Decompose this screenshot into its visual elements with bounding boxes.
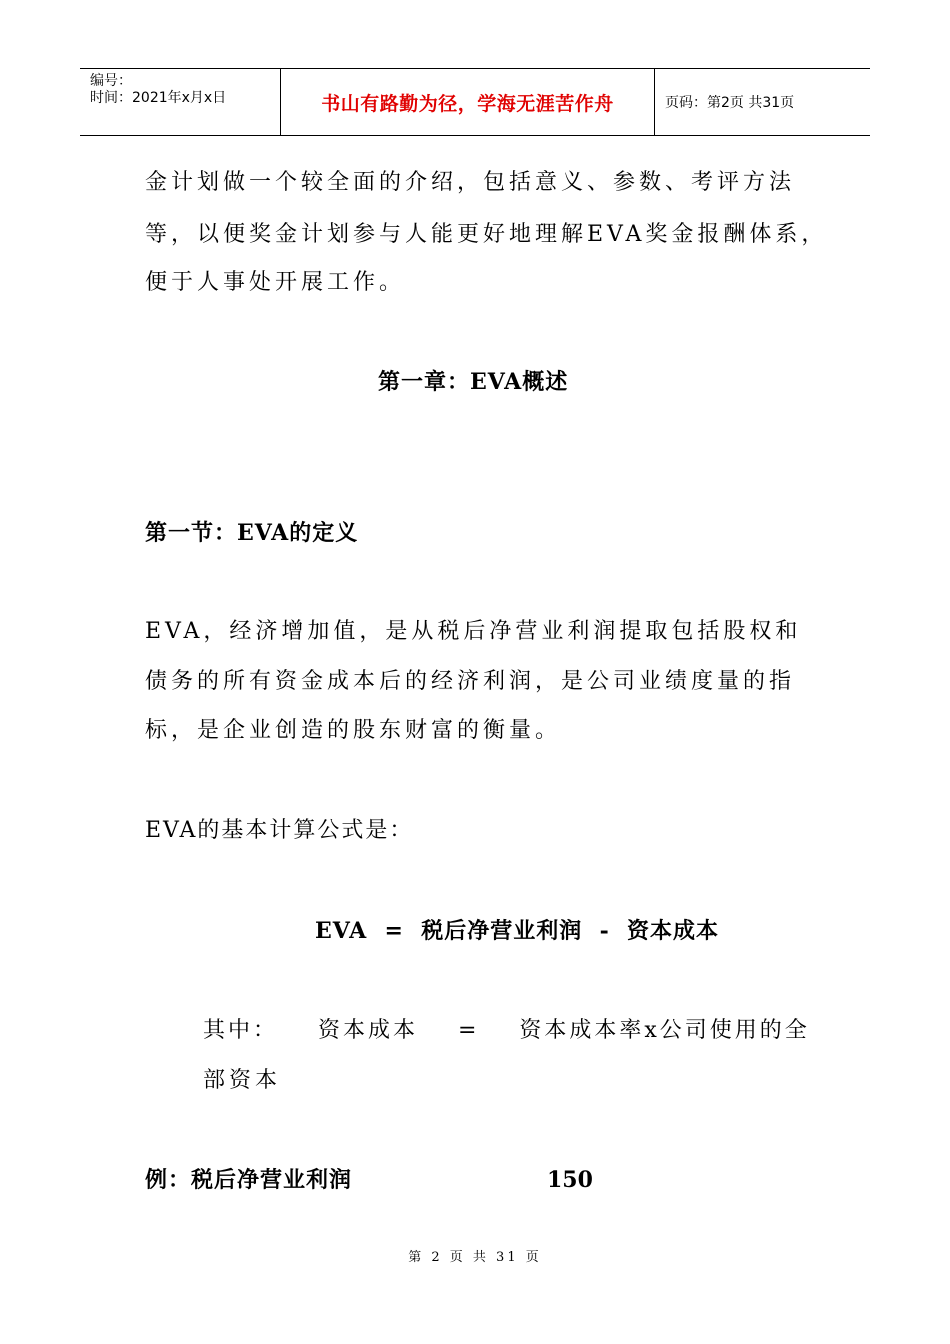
intro-line-3: 便于人事处开展工作。 [145,270,406,295]
formula-intro: EVA的基本计算公式是： [145,818,414,843]
example-label: 例：税后净营业利润 [145,1167,353,1193]
header-motto: 书山有路勤为径，学海无涯苦作舟 [281,69,655,135]
header-page-code: 页码：第2页 共31页 [665,95,795,111]
where-line-1: 其中： 资本成本 = 资本成本率x公司使用的全 [203,1018,810,1043]
section-title: 第一节：EVA的定义 [145,520,359,546]
document-time-label: 时间：2021年x月x日 [90,90,227,106]
page-header [80,68,870,136]
definition-line-3: 标，是企业创造的股东财富的衡量。 [145,718,562,743]
formula: EVA = 税后净营业利润 - 资本成本 [315,918,720,944]
definition-line-2: 债务的所有资金成本后的经济利润，是公司业绩度量的指 [145,669,796,694]
intro-line-1: 金计划做一个较全面的介绍，包括意义、参数、考评方法 [145,170,796,195]
chapter-title: 第一章：EVA概述 [378,369,569,395]
document-number-label: 编号： [90,73,132,89]
page-footer: 第 2 页 共 31 页 [408,1250,542,1265]
definition-line-1: EVA，经济增加值，是从税后净营业利润提取包括股权和 [145,619,802,644]
header-meta [80,69,281,135]
intro-line-2: 等，以便奖金计划参与人能更好地理解EVA奖金报酬体系， [145,222,828,247]
where-line-2: 部资本 [203,1068,282,1093]
example-value: 150 [547,1167,593,1193]
